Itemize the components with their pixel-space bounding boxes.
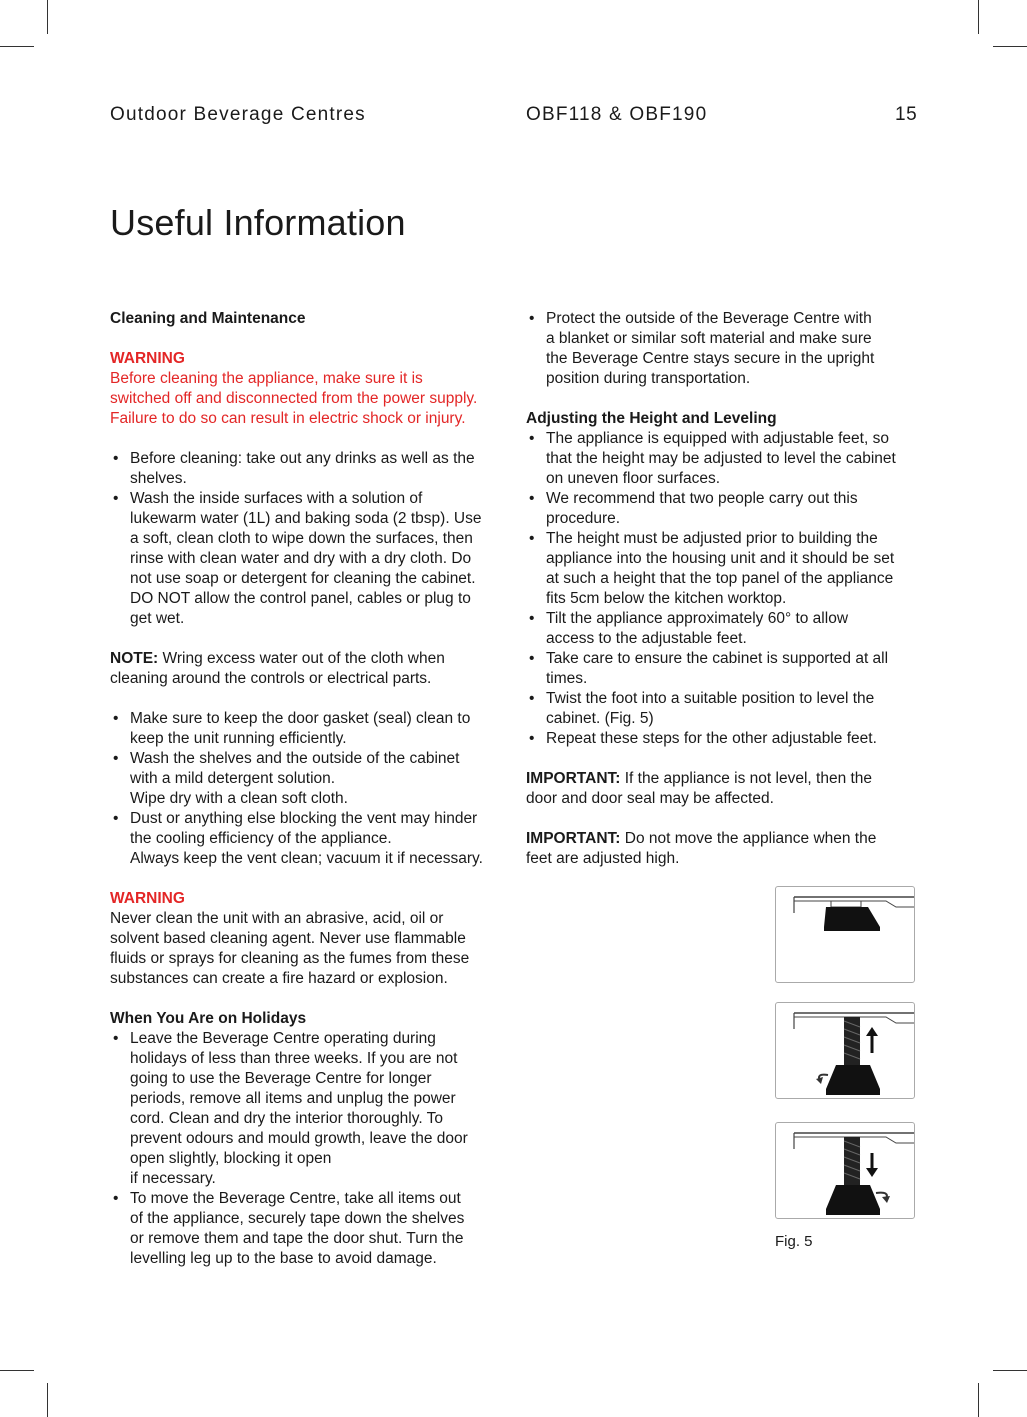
list-item: • Protect the outside of the Beverage Centre with a blanket or similar soft material and make sure the Beverage Centre stays secure in the upright position during transportation.	[526, 309, 926, 389]
list-item: • Tilt the appliance approximately 60° to allow access to the adjustable feet.	[526, 609, 926, 649]
right-column	[526, 309, 926, 869]
page-number: 15	[895, 104, 918, 125]
warning-label: WARNING	[110, 350, 185, 367]
crop-mark	[0, 46, 34, 47]
list-item: • Wash the inside surfaces with a solution of lukewarm water (1L) and baking soda (2 tbsp). Use a soft, clean cloth to wipe down the surfaces, then rinse with clean water and dry with a dry cloth. Do not use soap or detergent for cleaning the cabinet. DO NOT allow the control panel, cables or plug to get wet.	[110, 489, 510, 629]
holidays-list	[110, 1029, 510, 1269]
figure-caption: Fig. 5	[775, 1233, 813, 1250]
figure-foot-lowered	[775, 1122, 915, 1219]
important-note: IMPORTANT: Do not move the appliance when the feet are adjusted high.	[526, 830, 877, 867]
figure-foot-raised	[775, 1002, 915, 1099]
list-item: • Dust or anything else blocking the vent may hinder the cooling efficiency of the appliance. Always keep the vent clean; vacuum it if necessary.	[110, 809, 510, 869]
section-heading-adjusting: Adjusting the Height and Leveling	[526, 410, 777, 427]
list-item: • To move the Beverage Centre, take all items out of the appliance, securely tape down the shelves or remove them and tape the door shut. Turn the levelling leg up to the base to avoid damage.	[110, 1189, 510, 1269]
crop-mark	[993, 1370, 1027, 1371]
important-note: IMPORTANT: If the appliance is not level, then the door and door seal may be affected.	[526, 770, 873, 807]
page-title: Useful Information	[110, 202, 406, 243]
warning-label: WARNING	[110, 890, 185, 907]
transport-list	[526, 309, 926, 389]
header-model-numbers: OBF118 & OBF190	[526, 104, 708, 125]
list-item: • Take care to ensure the cabinet is supported at all times.	[526, 649, 926, 689]
list-item: • Repeat these steps for the other adjustable feet.	[526, 729, 926, 749]
crop-mark	[47, 1383, 48, 1417]
section-heading-cleaning: Cleaning and Maintenance	[110, 310, 306, 327]
maintenance-list	[110, 709, 510, 869]
crop-mark	[978, 0, 979, 34]
list-item: • The appliance is equipped with adjustable feet, so that the height may be adjusted to level the cabinet on uneven floor surfaces.	[526, 429, 926, 489]
list-item: • The height must be adjusted prior to building the appliance into the housing unit and it should be set at such a height that the top panel of the appliance fits 5cm below the kitchen worktop.	[526, 529, 926, 609]
warning-text: Never clean the unit with an abrasive, acid, oil or solvent based cleaning agent. Never use flammable fluids or sprays for cleaning as the fumes from these substances can create a fire hazard or explosion.	[110, 910, 470, 987]
list-item: • Leave the Beverage Centre operating during holidays of less than three weeks. If you are not going to use the Beverage Centre for longer periods, remove all items and unplug the power cord. Clean and dry the interior thoroughly. To prevent odours and mould growth, leave the door open slightly, blocking it open if necessary.	[110, 1029, 510, 1189]
warning-text: Before cleaning the appliance, make sure it is switched off and disconnected from the power supply. Failure to do so can result in electric shock or injury.	[110, 370, 478, 427]
note-paragraph: NOTE: Wring excess water out of the cloth when cleaning around the controls or electrical parts.	[110, 650, 445, 687]
important-label: IMPORTANT:	[526, 770, 621, 787]
left-column	[110, 309, 510, 1269]
list-item: • Wash the shelves and the outside of the cabinet with a mild detergent solution. Wipe dry with a clean soft cloth.	[110, 749, 510, 809]
list-item: • Before cleaning: take out any drinks as well as the shelves.	[110, 449, 510, 489]
list-item: • Twist the foot into a suitable position to level the cabinet. (Fig. 5)	[526, 689, 926, 729]
cleaning-list	[110, 449, 510, 629]
figure-foot-retracted	[775, 886, 915, 983]
crop-mark	[47, 0, 48, 34]
section-heading-holidays: When You Are on Holidays	[110, 1010, 307, 1027]
adjusting-list	[526, 429, 926, 749]
important-label: IMPORTANT:	[526, 830, 621, 847]
note-label: NOTE:	[110, 650, 159, 667]
list-item: • Make sure to keep the door gasket (seal) clean to keep the unit running efficiently.	[110, 709, 510, 749]
crop-mark	[0, 1370, 34, 1371]
crop-mark	[978, 1383, 979, 1417]
list-item: • We recommend that two people carry out this procedure.	[526, 489, 926, 529]
header-product-line: Outdoor Beverage Centres	[110, 104, 366, 125]
crop-mark	[993, 46, 1027, 47]
